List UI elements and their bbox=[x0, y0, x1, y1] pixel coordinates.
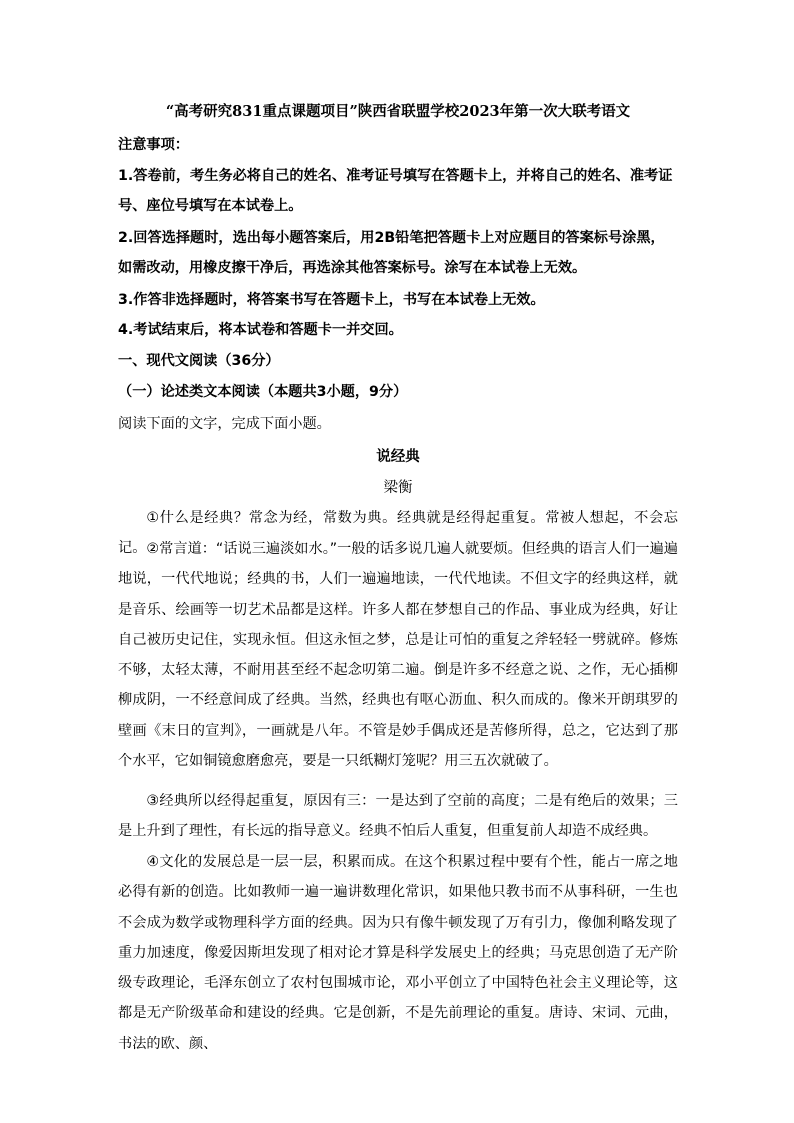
reading-instruction: 阅读下面的文字，完成下面小题。 bbox=[118, 416, 331, 432]
notice-item-4: 4.考试结束后，将本试卷和答题卡一并交回。 bbox=[118, 322, 403, 338]
article-paragraph-4: ④文化的发展总是一层一层，积累而成。在这个积累过程中要有个性，能占一席之地必得有新的创造。比如教师一遍一遍讲数理化常识，如果他只教书而不从事科研，一生也不会成为数学或物理科学方面的经典。因为只有像牛顿发现了万有引力，像伽利略发现了重力加速度，像爱因斯坦发现了相对论才算是科学发展史上的经典；马克思创造了无产阶级专政理论，毛泽东创立了农村包围城市论，邓小平创立了中国特色社会主义理论等，这都是无产阶级革命和建设的经典。它是创新，不是先前理论的重复。唐诗、宋词、元曲，书法的欧、颜、 bbox=[118, 854, 678, 1052]
notice-heading: 注意事项： bbox=[118, 137, 189, 153]
notice-item-3: 3.作答非选择题时，将答案书写在答题卡上，书写在本试卷上无效。 bbox=[118, 292, 545, 308]
article-paragraph-2: ②常言道：“话说三遍淡如水。”一般的话多说几遍人就要烦。但经典的语言人们一遍遍地说，一代代地说；经典的书，人们一遍遍地读，一代代地读。不但文字的经典这样，就是音乐、绘画等一切艺术品都是这样。许多人都在梦想自己的作品、事业成为经典，好让自己被历史记住，实现永恒。但这永恒之梦，总是让可怕的重复之斧轻轻一劈就碎。修炼不够，太轻太薄，不耐用甚至经不起念叨第二遍。倒是许多不经意之说、之作，无心插柳柳成阴，一不经意间成了经典。当然，经典也有呕心沥血、积久而成的。像米开朗琪罗的壁画《末日的宣判》，一画就是八年。不管是妙手偶成还是苦修所得，总之，它达到了那个水平，它如铜镜愈磨愈亮，要是一只纸糊灯笼呢？用三五次就破了。 bbox=[118, 541, 678, 770]
section-heading: 一、现代文阅读（36分） bbox=[118, 353, 280, 369]
article-paragraph-3: ③经典所以经得起重复，原因有三：一是达到了空前的高度；二是有绝后的效果；三是上升到了理性，有长远的指导意义。经典不怕后人重复，但重复前人却造不成经典。 bbox=[118, 793, 678, 840]
notice-item-1: 1.答卷前，考生务必将自己的姓名、准考证号填写在答题卡上，并将自己的姓名、准考证号、座位号填写在本试卷上。 bbox=[118, 168, 673, 214]
notice-item-2: 2.回答选择题时，选出每小题答案后，用2B铅笔把答题卡上对应题目的答案标号涂黑，如需改动，用橡皮擦干净后，再选涂其他答案标号。涂写在本试卷上无效。 bbox=[118, 230, 665, 276]
article-paragraph-1: ①什么是经典？常念为经，常数为典。经典就是经得起重复。常被人想起，不会忘记。 bbox=[118, 510, 678, 557]
sub-section-heading: （一）论述类文本阅读（本题共3小题，9分） bbox=[118, 384, 408, 400]
exam-title: “高考研究831重点课题项目”陕西省联盟学校2023年第一次大联考语文 bbox=[165, 103, 631, 120]
article-title: 说经典 bbox=[376, 448, 420, 465]
article-author: 梁衡 bbox=[383, 480, 413, 496]
